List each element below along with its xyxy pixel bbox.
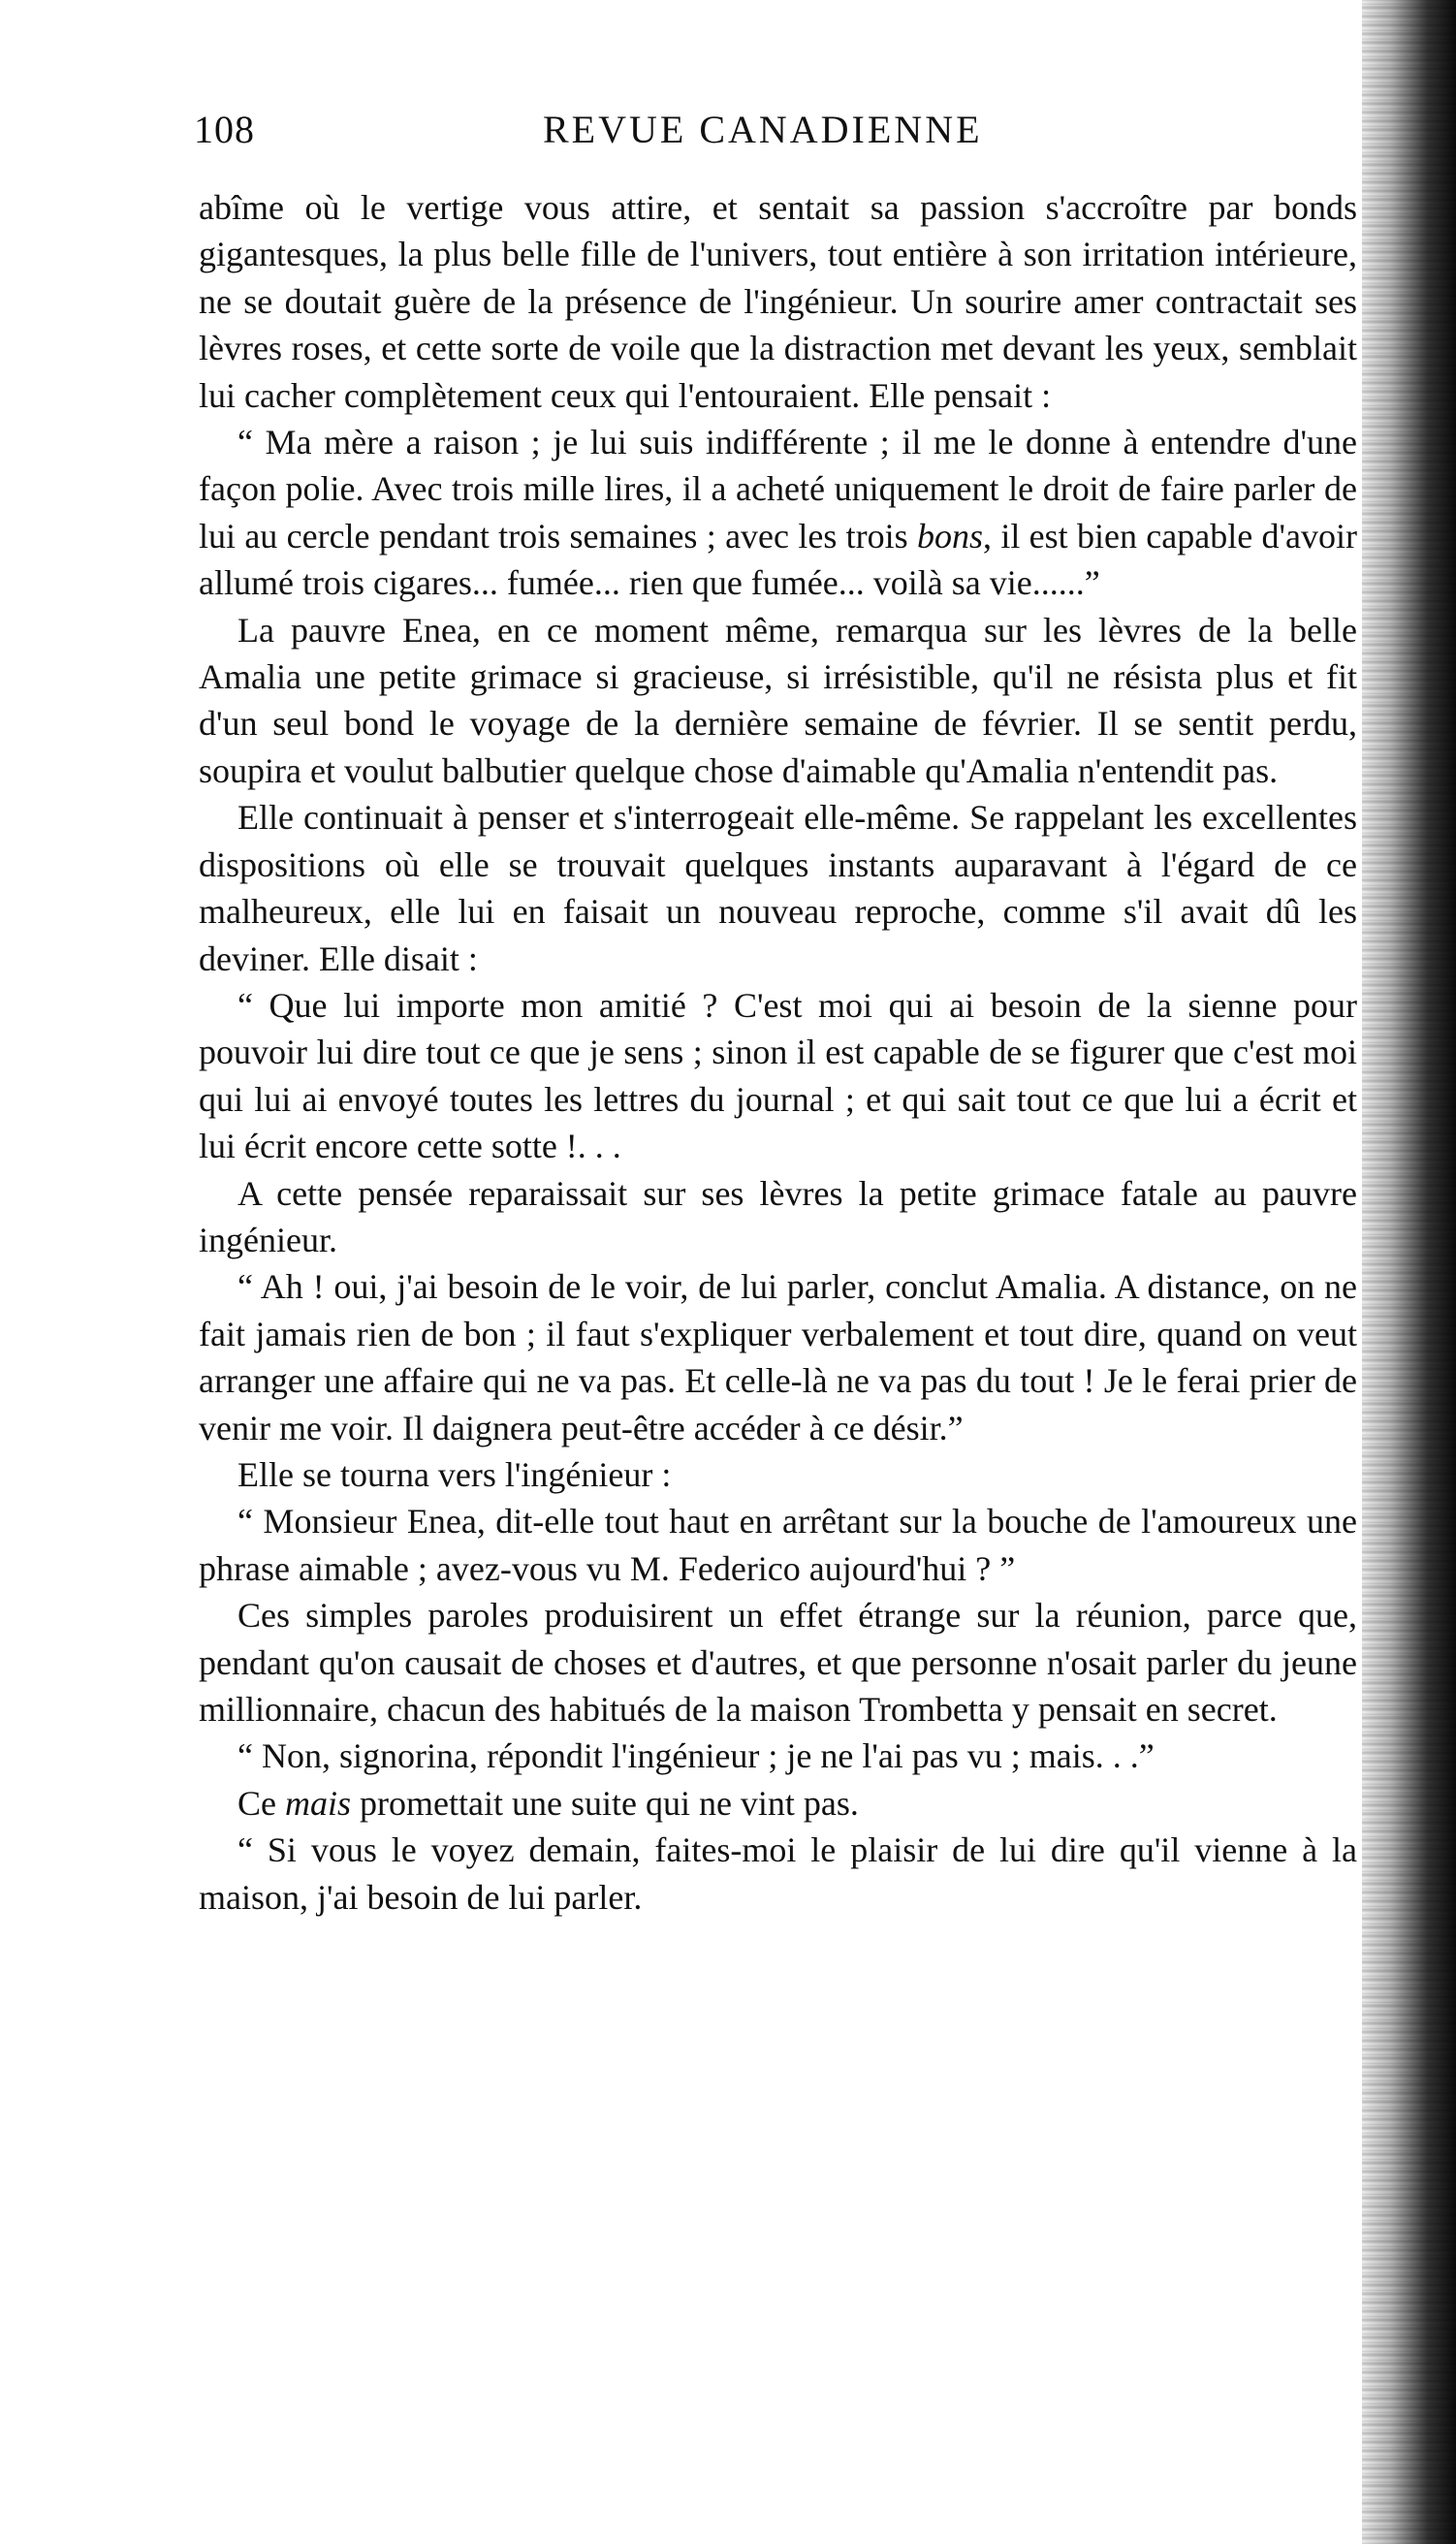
paragraph bbox=[199, 1170, 1357, 1264]
paragraph-text: promettait une suite qui ne vint pas. bbox=[351, 1783, 859, 1823]
paragraph-text: Ce bbox=[237, 1783, 285, 1823]
paragraph-text: “ Ah ! oui, j'ai besoin de le voir, de lui parler, conclut Amalia. A distance, on ne fait jamais rien de bon ; il faut s'expliquer verbalement et tout dire, quand on veut arranger une affaire qui ne va pas. Et celle-là ne va pas du tout ! Je le ferai prier de venir me voir. Il daignera peut-être accéder à ce désir.” bbox=[199, 1267, 1357, 1447]
paragraph-text: abîme où le vertige vous attire, et sentait sa passion s'accroître par bonds gigantesques, la plus belle fille de l'univers, tout entière à son irritation intérieure, ne se doutait guère de la présence de l'ingénieur. Un sourire amer contractait ses lèvres roses, et cette sorte de voile que la distraction met devant les yeux, semblait lui cacher complètement ceux qui l'entouraient. Elle pensait : bbox=[199, 188, 1357, 415]
paragraph-text: “ Ma mère a raison ; je lui suis indifférente ; il me le donne à entendre d'une façon polie. Avec trois mille lires, il a acheté uniquement le droit de faire parler de lui au cercle pendant trois semaines ; avec les trois bbox=[199, 423, 1357, 556]
paragraph-text: Ces simples paroles produisirent un effet étrange sur la réunion, parce que, pendant qu'on causait de choses et d'autres, et que personne n'osait parler du jeune millionnaire, chacun des habitués de la maison Trombetta y pensait en secret. bbox=[199, 1596, 1357, 1729]
page-number: 108 bbox=[194, 108, 255, 151]
paragraph-text: , il est bien capable d'avoir allumé trois cigares... fumée... rien que fumée... voilà sa vie......” bbox=[199, 516, 1357, 603]
body-text bbox=[199, 184, 1357, 1921]
paragraph bbox=[199, 1451, 1357, 1498]
paragraph bbox=[199, 1498, 1357, 1592]
paragraph bbox=[199, 607, 1357, 795]
italic-text: bons bbox=[917, 516, 984, 556]
paragraph bbox=[199, 1263, 1357, 1451]
paragraph bbox=[199, 1827, 1357, 1921]
paragraph bbox=[199, 419, 1357, 607]
italic-text: mais bbox=[285, 1783, 352, 1823]
scan-edge bbox=[1362, 0, 1456, 2544]
paragraph bbox=[199, 184, 1357, 419]
paragraph bbox=[199, 1733, 1357, 1779]
paragraph-text: A cette pensée reparaissait sur ses lèvres la petite grimace fatale au pauvre ingénieur. bbox=[199, 1173, 1357, 1259]
paragraph bbox=[199, 1780, 1357, 1827]
paragraph-text: “ Que lui importe mon amitié ? C'est moi qui ai besoin de la sienne pour pouvoir lui dire tout ce que je sens ; sinon il est capable de se figurer que c'est moi qui lui ai envoyé toutes les lettres du journal ; et qui sait tout ce que lui a écrit et lui écrit encore cette sotte !. . . bbox=[199, 985, 1357, 1166]
paragraph-text: Elle se tourna vers l'ingénieur : bbox=[237, 1454, 672, 1494]
paragraph bbox=[199, 982, 1357, 1170]
paragraph-text: “ Si vous le voyez demain, faites-moi le plaisir de lui dire qu'il vienne à la maison, j'ai besoin de lui parler. bbox=[199, 1830, 1357, 1917]
paragraph-text: La pauvre Enea, en ce moment même, remarqua sur les lèvres de la belle Amalia une petite grimace si gracieuse, si irrésistible, qu'il ne résista plus et fit d'un seul bond le voyage de la dernière semaine de février. Il se sentit perdu, soupira et voulut balbutier quelque chose d'aimable qu'Amalia n'entendit pas. bbox=[199, 610, 1357, 790]
paragraph bbox=[199, 794, 1357, 982]
paragraph bbox=[199, 1592, 1357, 1733]
paragraph-text: “ Monsieur Enea, dit-elle tout haut en arrêtant sur la bouche de l'amoureux une phrase aimable ; avez-vous vu M. Federico aujourd'hui ? ” bbox=[199, 1502, 1357, 1588]
paragraph-text: Elle continuait à penser et s'interrogeait elle-même. Se rappelant les excellentes dispositions où elle se trouvait quelques instants auparavant à l'égard de ce malheureux, elle lui en faisait un nouveau reproche, comme s'il avait dû les deviner. Elle disait : bbox=[199, 798, 1357, 978]
paragraph-text: “ Non, signorina, répondit l'ingénieur ; je ne l'ai pas vu ; mais. . .” bbox=[237, 1736, 1155, 1776]
running-head: REVUE CANADIENNE bbox=[543, 108, 983, 151]
